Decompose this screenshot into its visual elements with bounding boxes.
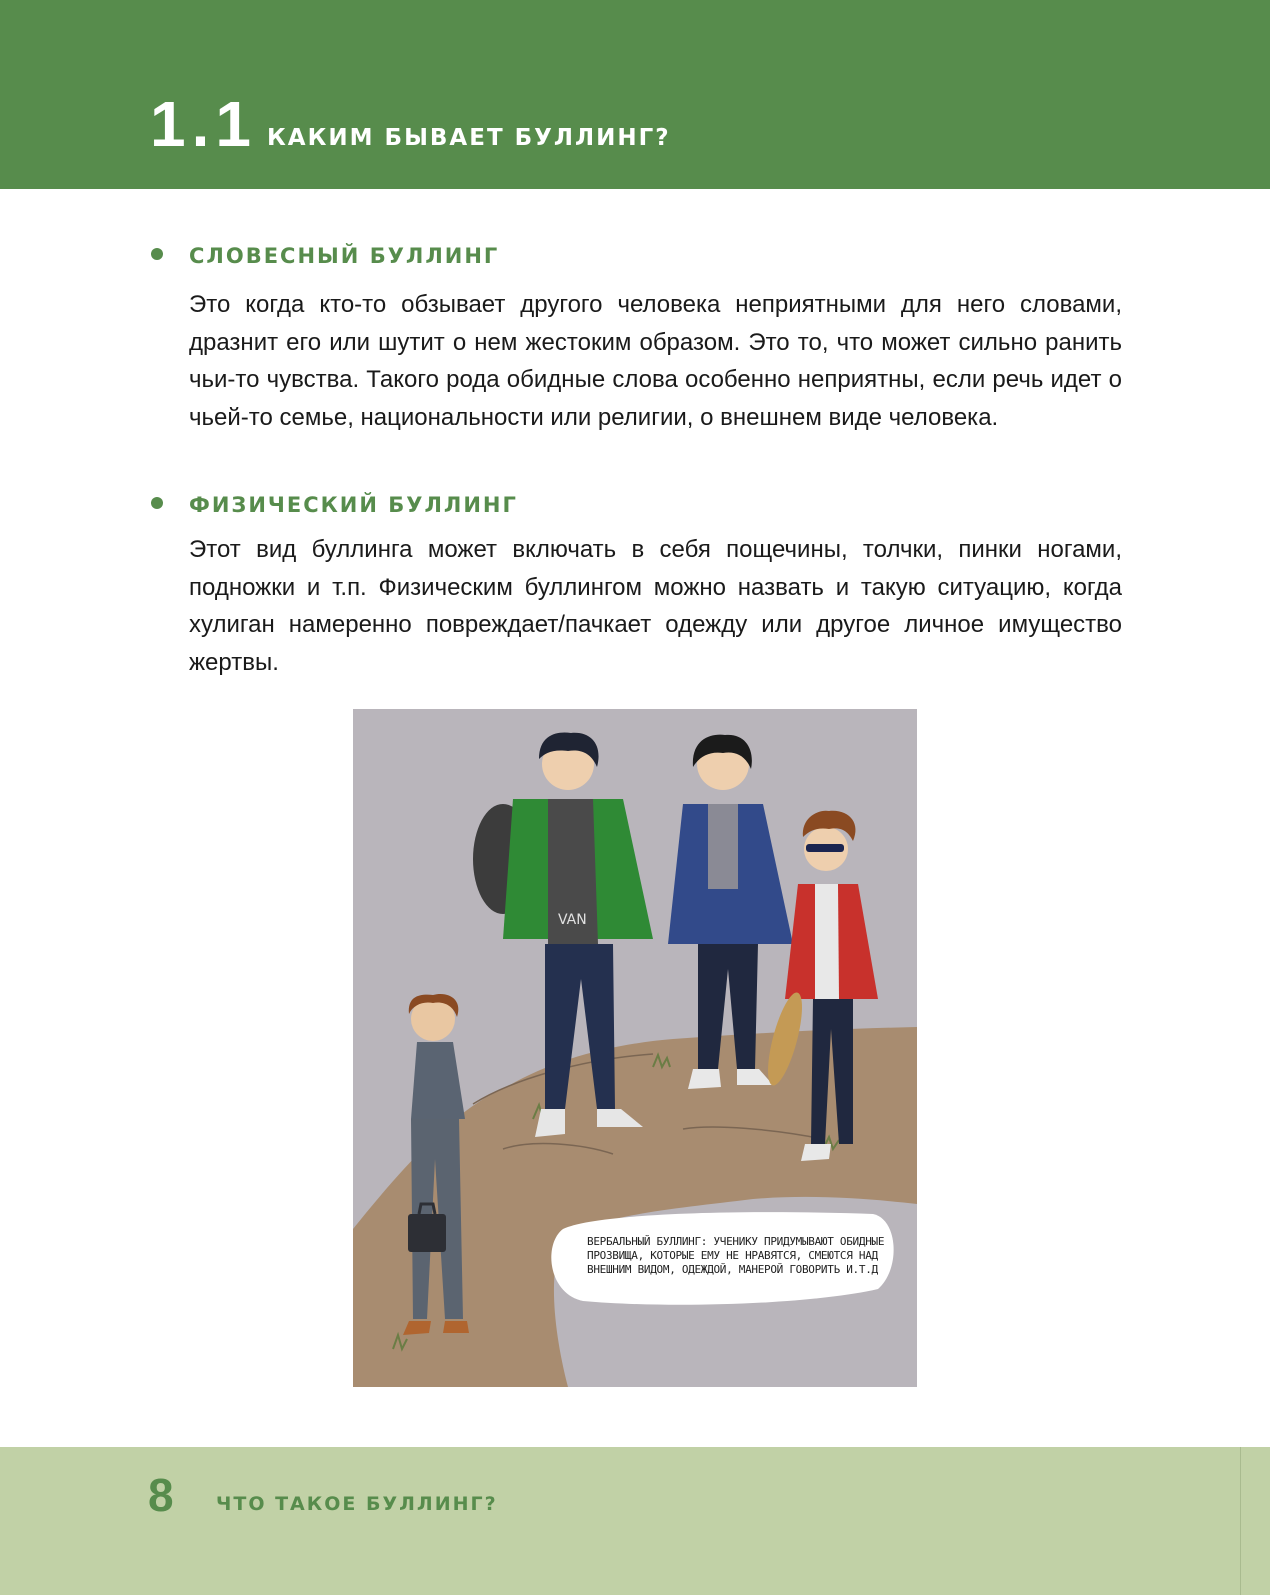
chapter-number: 1.1 <box>150 88 257 160</box>
section-heading-verbal: СЛОВЕСНЫЙ БУЛЛИНГ <box>189 244 500 268</box>
section-text-verbal: Это когда кто-то обзывает другого человека неприятными для него словами, дразнит его или шутит о нем жестоким образом. Это то, что может сильно ранить чьи-то чувства. Такого рода обидные слова особенно неприятны, если речь идет о чьей-то семье, национальности или религии, о внешнем виде человека. <box>189 291 1122 431</box>
running-title: ЧТО ТАКОЕ БУЛЛИНГ? <box>216 1493 498 1515</box>
shirt-print: VAN <box>558 912 587 928</box>
illustration-caption: ВЕРБАЛЬНЫЙ БУЛЛИНГ: УЧЕНИКУ ПРИДУМЫВАЮТ ОБИДНЫЕ ПРОЗВИЩА, КОТОРЫЕ ЕМУ НЕ НРАВЯТСЯ, СМЕЮТСЯ НАД ВНЕШНИМ ВИДОМ, ОДЕЖДОЙ, МАНЕРОЙ ГОВОРИТЬ И.Т.Д <box>587 1235 885 1276</box>
footer-divider <box>1240 1447 1241 1595</box>
section-text-physical: Этот вид буллинга может включать в себя пощечины, толчки, пинки ногами, подножки и т.п. Физическим буллингом можно назвать и такую ситуацию, когда хулиган намеренно повреждает/пачкает одежду или другое личное имущество жертвы. <box>189 536 1122 676</box>
bullet-icon <box>151 248 163 260</box>
illustration <box>353 709 917 1387</box>
bullet-icon <box>151 497 163 509</box>
illustration-drawing <box>353 709 917 1387</box>
chapter-title: КАКИМ БЫВАЕТ БУЛЛИНГ? <box>267 125 671 151</box>
page-number: 8 <box>148 1469 174 1521</box>
page-footer <box>0 1447 1270 1595</box>
section-heading-physical: ФИЗИЧЕСКИЙ БУЛЛИНГ <box>189 493 518 517</box>
